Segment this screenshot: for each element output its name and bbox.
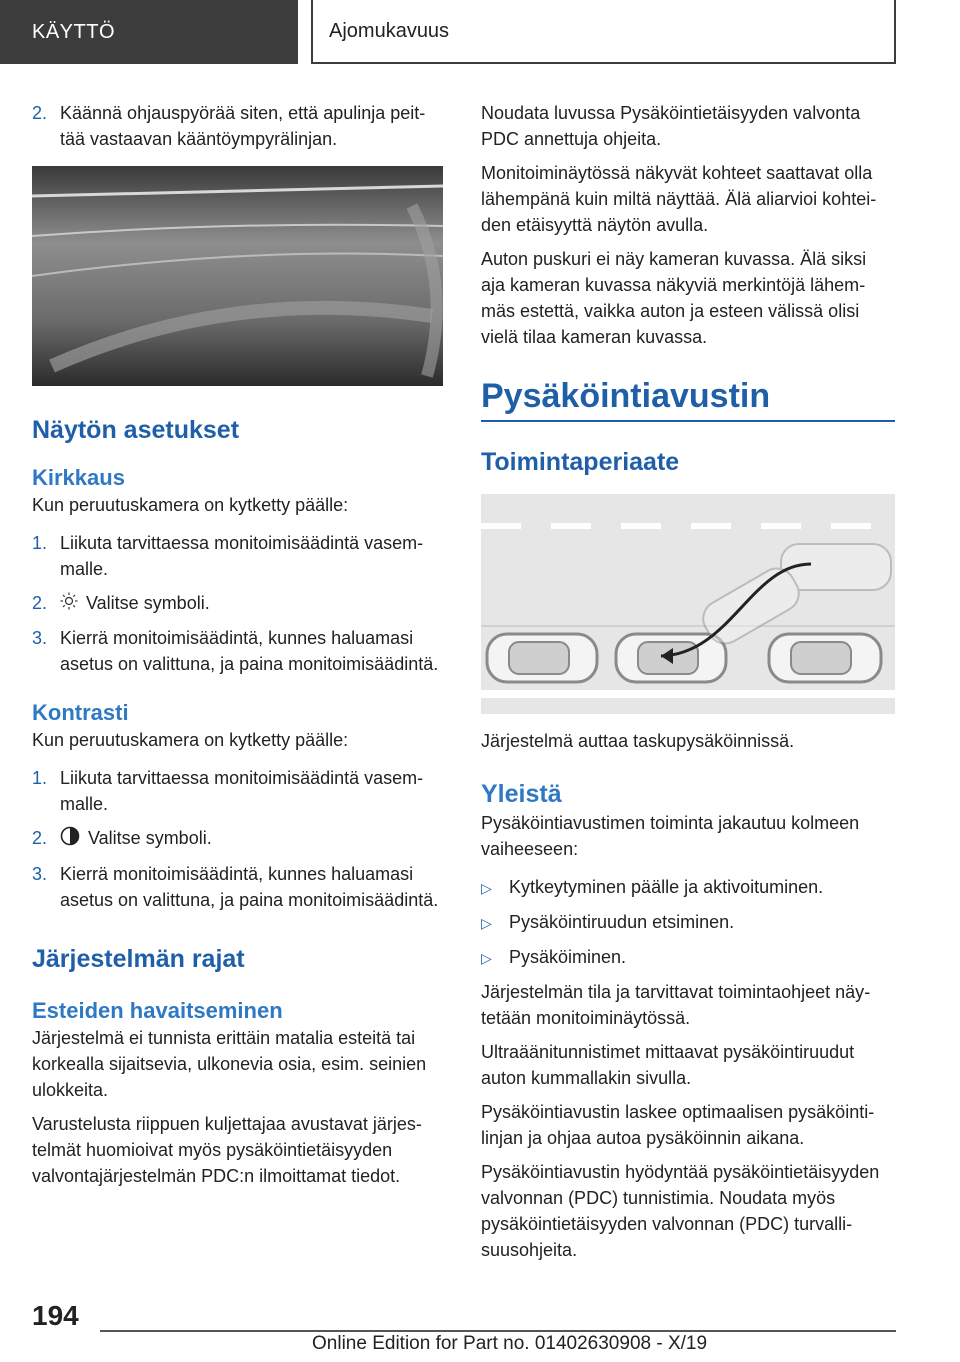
- obstacles-paragraph: Varustelusta riippuen kuljettajaa avustavat järjestelmät huomioivat myös pysäköintietäisyyden valvontajärjestelmän PDC:n ilmoittamat tiedot.: [32, 1114, 422, 1186]
- list-item: [481, 874, 893, 901]
- step-text: Käännä ohjauspyörää siten, että apulinja peittää vastaavan kääntöympyrälinjan.: [60, 103, 426, 149]
- step-number: 1.: [32, 768, 48, 789]
- bullet-arrow-icon: ▷: [481, 950, 492, 966]
- paragraph: Monitoiminäytössä näkyvät kohteet saattavat olla lähempänä kuin miltä näyttää. Älä aliarvioi kohteiden etäisyyttä näytön avulla.: [481, 163, 877, 235]
- right-column: [481, 100, 893, 1271]
- list-item: [481, 944, 893, 971]
- diagram-caption: Järjestelmä auttaa taskupysäköinnissä.: [481, 731, 795, 751]
- car-icon: [487, 634, 597, 682]
- bullet-arrow-icon: ▷: [481, 880, 492, 896]
- page-number: 194: [32, 1300, 79, 1331]
- list-item: [32, 625, 444, 677]
- header-section-label: KÄYTTÖ: [32, 20, 116, 43]
- parking-diagram: [481, 494, 895, 714]
- list-item: [32, 765, 444, 817]
- paragraph: Noudata luvussa Pysäköintietäisyyden valvonta PDC annettuja ohjeita.: [481, 103, 861, 149]
- step-text: Valitse symboli.: [86, 593, 210, 613]
- step-number: 3.: [32, 628, 48, 649]
- brightness-icon: [60, 591, 78, 617]
- paragraph: Pysäköintiavustin hyödyntää pysäköintietäisyyden valvonnan (PDC) tunnistimia. Noudata myös pysäköintietäisyyden valvonnan (PDC) turvallisuusohjeita.: [481, 1162, 880, 1260]
- header-chapter: [311, 0, 896, 64]
- footer-rule: [100, 1330, 896, 1332]
- header-section: [0, 0, 298, 64]
- paragraph: Ultraäänitunnistimet mittaavat pysäköintiruudut auton kummallakin sivulla.: [481, 1042, 855, 1088]
- general-intro: Pysäköintiavustimen toiminta jakautuu kolmeen vaiheeseen:: [481, 813, 860, 859]
- car-icon: [769, 634, 881, 682]
- list-item: [32, 825, 444, 853]
- step-text: Liikuta tarvittaessa monitoimisäädintä vasemmalle.: [60, 533, 424, 579]
- step-number: 2.: [32, 103, 48, 123]
- heading-system-limits: Järjestelmän rajat: [32, 945, 245, 973]
- paragraph: Pysäköintiavustin laskee optimaalisen pysäköintilinjan ja ohjaa autoa pysäköinnin aikana.: [481, 1102, 875, 1148]
- camera-view-image: [32, 166, 443, 386]
- step-number: 1.: [32, 533, 48, 553]
- step-text: Liikuta tarvittaessa monitoimisäädintä vasemmalle.: [60, 768, 424, 815]
- step-text: Valitse symboli.: [88, 828, 212, 849]
- contrast-intro: Kun peruutuskamera on kytketty päälle:: [32, 730, 349, 751]
- footer-edition: Online Edition for Part no. 01402630908 - X/19: [312, 1333, 708, 1354]
- heading-principle: Toimintaperiaate: [481, 448, 680, 476]
- bullet-arrow-icon: ▷: [481, 915, 492, 931]
- heading-parking-assistant: Pysäköintiavustin: [481, 377, 771, 415]
- step-number: 2.: [32, 593, 48, 613]
- step-number: 2.: [32, 828, 48, 849]
- phase-text: Pysäköiminen.: [509, 947, 627, 967]
- paragraph: Järjestelmän tila ja tarvittavat toimintaohjeet näytetään monitoiminäytössä.: [481, 982, 871, 1028]
- heading-obstacle-detection: Esteiden havaitseminen: [32, 998, 283, 1023]
- step-number: 3.: [32, 864, 48, 884]
- list-item: [32, 590, 444, 617]
- left-column: [32, 100, 444, 1197]
- step-text: Kierrä monitoimisäädintä, kunnes haluamasi asetus on valittuna, ja paina monitoimisäädintä.: [60, 864, 439, 910]
- list-item: [32, 861, 444, 913]
- heading-brightness: Kirkkaus: [32, 465, 125, 490]
- phase-text: Kytkeytyminen päälle ja aktivoituminen.: [509, 877, 824, 897]
- heading-general: Yleistä: [481, 780, 562, 808]
- phase-text: Pysäköintiruudun etsiminen.: [509, 912, 735, 932]
- brightness-intro: Kun peruutuskamera on kytketty päälle:: [32, 495, 349, 515]
- header-chapter-label: Ajomukavuus: [329, 19, 450, 42]
- obstacles-paragraph: Järjestelmä ei tunnista erittäin matalia esteitä tai korkealla sijaitsevia, ulkonevia osia, esim. seinien ulokkeita.: [32, 1028, 427, 1100]
- heading-contrast: Kontrasti: [32, 700, 129, 726]
- heading-display-settings: Näytön asetukset: [32, 416, 240, 444]
- contrast-icon: [60, 826, 80, 853]
- list-item: [32, 530, 444, 582]
- paragraph: Auton puskuri ei näy kameran kuvassa. Älä siksi aja kameran kuvassa näkyviä merkintöjä lähemmäs estettä, vaikka auton ja esteen välissä olisi vielä tilaa kameran kuvassa.: [481, 249, 867, 347]
- step-text: Kierrä monitoimisäädintä, kunnes haluamasi asetus on valittuna, ja paina monitoimisäädintä.: [60, 628, 439, 675]
- list-item: [32, 100, 444, 152]
- list-item: [481, 909, 893, 936]
